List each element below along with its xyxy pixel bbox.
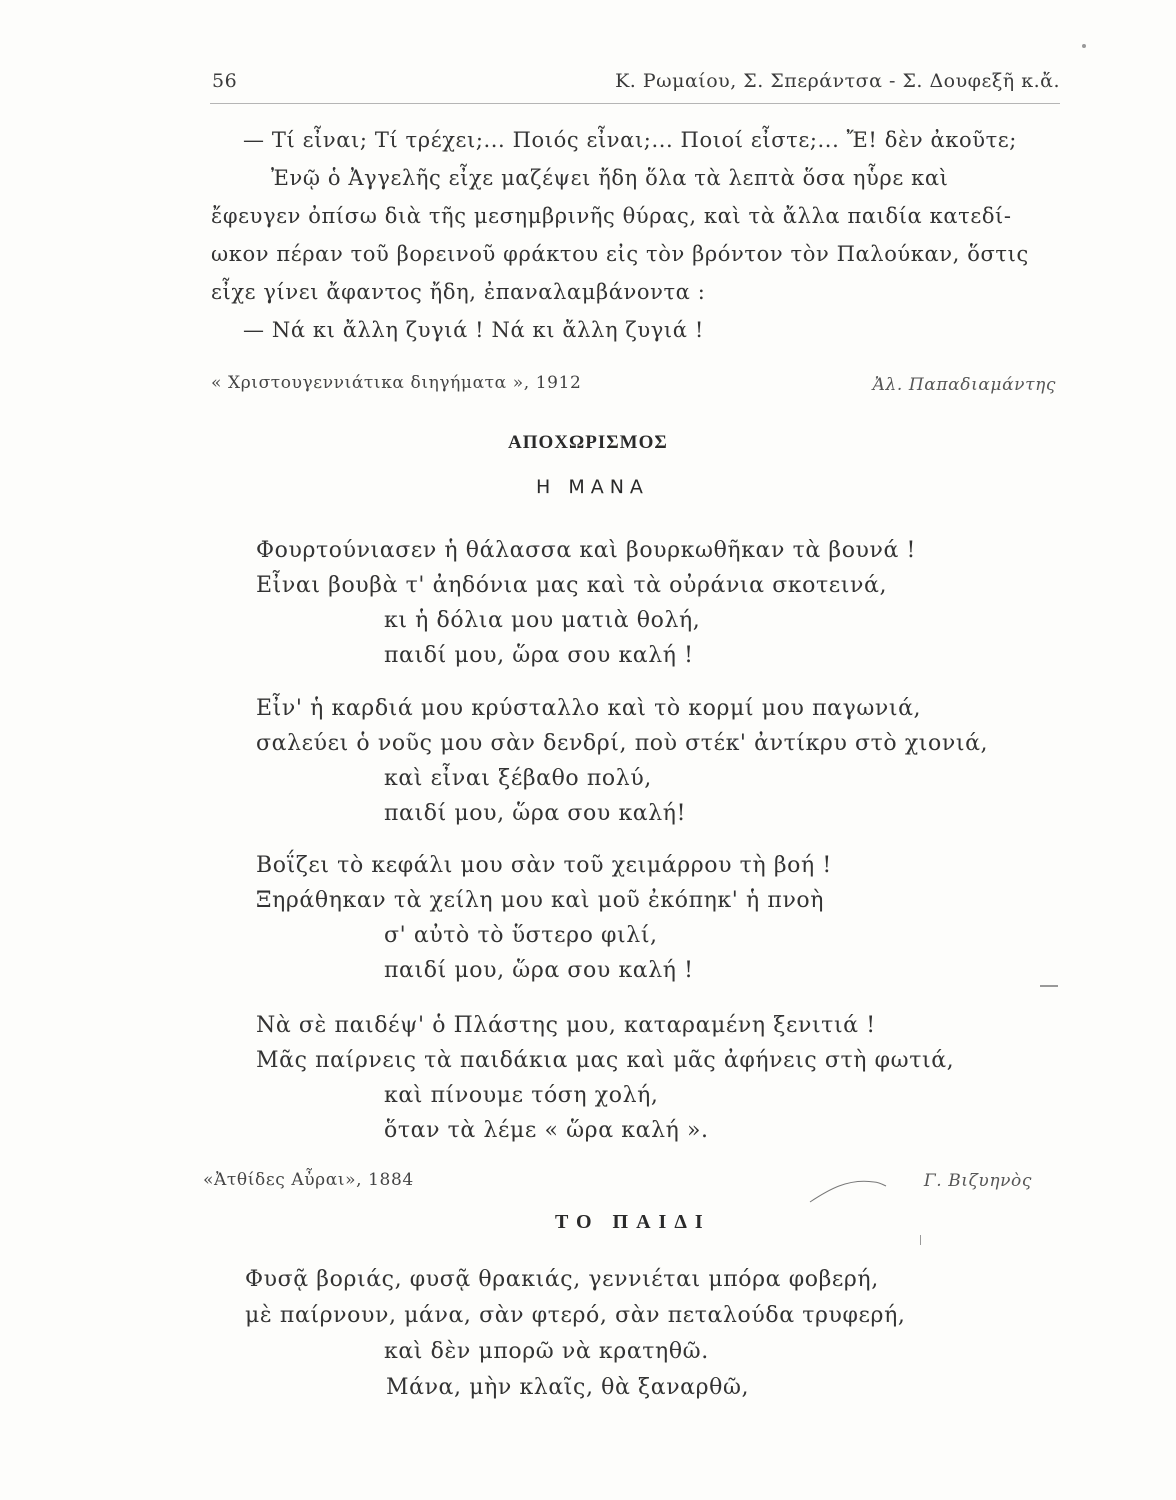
header-rule xyxy=(210,103,1060,104)
verse-line: παιδί μου, ὥρα σου καλή ! xyxy=(384,643,694,668)
verse-line: Νὰ σὲ παιδέψ' ὁ Πλάστης μου, καταραμένη ξενιτιά ! xyxy=(256,1013,876,1038)
scan-speck xyxy=(920,1235,921,1245)
page-number: 56 xyxy=(212,70,238,92)
verse-line: παιδί μου, ὥρα σου καλή ! xyxy=(384,958,694,983)
poem-source: «Ἀτθίδες Αὖραι», 1884 xyxy=(203,1170,414,1190)
verse-line: μὲ παίρνουν, μάνα, σὰν φτερό, σὰν πεταλούδα τρυφερή, xyxy=(245,1303,906,1328)
section-title: ΑΠΟΧΩΡΙΣΜΟΣ xyxy=(508,432,668,453)
verse-line: Φουρτούνιασεν ἡ θάλασσα καὶ βουρκωθῆκαν τὰ βουνά ! xyxy=(256,538,916,563)
poem-title: Η ΜΑΝΑ xyxy=(536,476,649,498)
poem-title: ΤΟ ΠΑΙΔΙ xyxy=(555,1211,711,1233)
verse-line: Φυσᾷ βοριάς, φυσᾷ θρακιάς, γεννιέται μπόρα φοβερή, xyxy=(245,1267,879,1292)
prose-author: Ἀλ. Παπαδιαμάντης xyxy=(872,375,1056,395)
verse-line: Βοΐζει τὸ κεφάλι μου σὰν τοῦ χειμάρρου τὴ βοή ! xyxy=(256,853,832,878)
prose-source: « Χριστουγεννιάτικα διηγήματα », 1912 xyxy=(211,373,582,393)
prose-line: Ἐνῷ ὁ Ἀγγελῆς εἶχε μαζέψει ἤδη ὅλα τὰ λεπτὰ ὅσα ηὗρε καὶ xyxy=(271,166,949,190)
verse-line: σ' αὐτὸ τὸ ὕστερο φιλί, xyxy=(384,923,658,948)
verse-line: παιδί μου, ὥρα σου καλή! xyxy=(384,801,687,826)
verse-line: Μάνα, μὴν κλαῖς, θὰ ξαναρθῶ, xyxy=(386,1375,750,1400)
prose-line: εἶχε γίνει ἄφαντος ἤδη, ἐπαναλαμβάνοντα : xyxy=(211,280,706,304)
verse-line: Εἶναι βουβὰ τ' ἀηδόνια μας καὶ τὰ οὐράνια σκοτεινά, xyxy=(256,573,888,598)
verse-line: σαλεύει ὁ νοῦς μου σὰν δενδρί, ποὺ στέκ' ἀντίκρυ στὸ χιονιά, xyxy=(256,731,989,756)
verse-line: ὅταν τὰ λέμε « ὥρα καλή ». xyxy=(384,1118,709,1143)
verse-line: καὶ πίνουμε τόση χολή, xyxy=(384,1083,659,1108)
prose-line: — Νά κι ἄλλη ζυγιά ! Νά κι ἄλλη ζυγιά ! xyxy=(243,318,704,342)
verse-line: Ξηράθηκαν τὰ χείλη μου καὶ μοῦ ἐκόπηκ' ἡ πνοὴ xyxy=(256,888,825,913)
verse-line: Μᾶς παίρνεις τὰ παιδάκια μας καὶ μᾶς ἀφήνεις στὴ φωτιά, xyxy=(256,1048,955,1073)
signature-flourish-icon xyxy=(808,1172,888,1206)
verse-line: Εἶν' ἡ καρδιά μου κρύσταλλο καὶ τὸ κορμί μου παγωνιά, xyxy=(256,696,922,721)
verse-line: κι ἡ δόλια μου ματιὰ θολή, xyxy=(384,608,701,633)
prose-line: — Τί εἶναι; Τί τρέχει;... Ποιός εἶναι;... Ποιοί εἶστε;... Ἔ! δὲν ἀκοῦτε; xyxy=(243,128,1017,152)
poem-author: Γ. Βιζυηνὸς xyxy=(923,1171,1032,1191)
scan-speck xyxy=(1082,44,1086,48)
running-title: Κ. Ρωμαίου, Σ. Σπεράντσα - Σ. Δουφεξῆ κ.ἄ. xyxy=(615,70,1060,92)
prose-line: ἔφευγεν ὀπίσω διὰ τῆς μεσημβρινῆς θύρας, καὶ τὰ ἄλλα παιδία κατεδί- xyxy=(211,204,1012,228)
verse-line: καὶ δὲν μπορῶ νὰ κρατηθῶ. xyxy=(384,1339,709,1364)
prose-line: ωκον πέραν τοῦ βορεινοῦ φράκτου εἰς τὸν βρόντον τὸν Παλούκαν, ὅστις xyxy=(211,242,1029,266)
verse-line: καὶ εἶναι ξέβαθο πολύ, xyxy=(384,766,652,791)
scan-speck xyxy=(1040,985,1058,987)
